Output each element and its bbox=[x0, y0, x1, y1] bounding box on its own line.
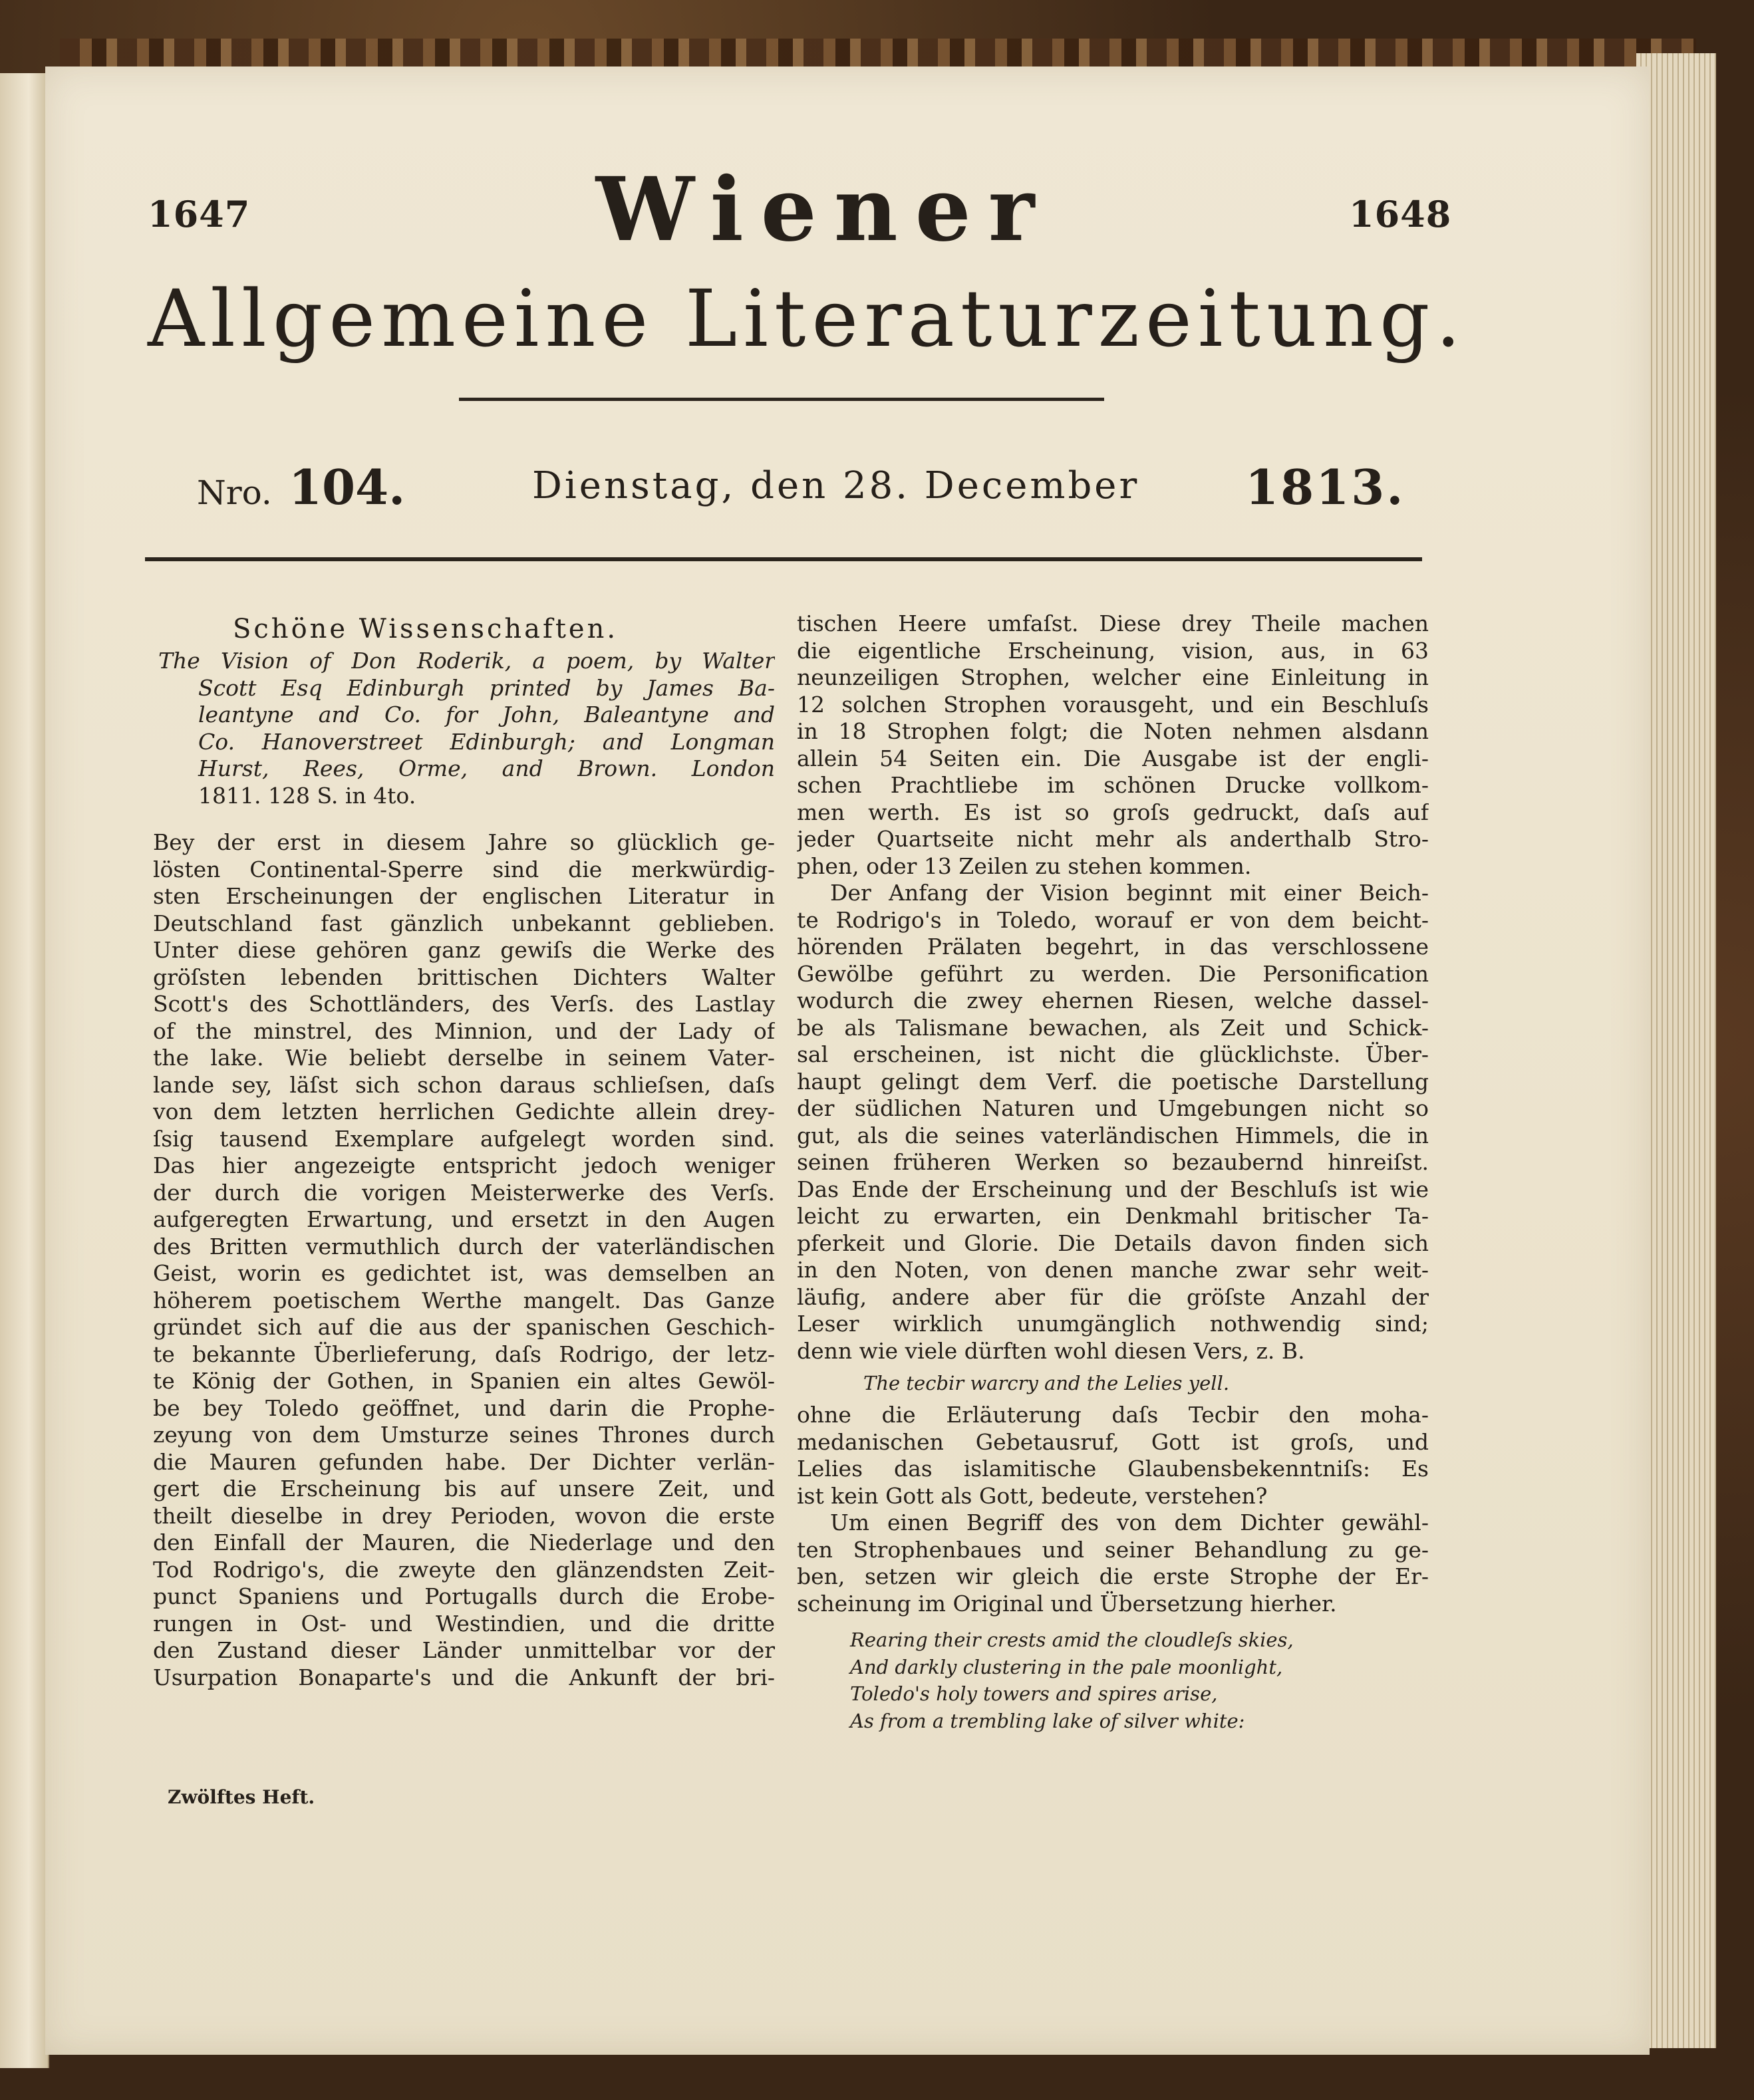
paragraph-2 bbox=[797, 880, 1429, 1365]
body-line: sal erscheinen, ist nicht die glücklichste. Über- bbox=[797, 1041, 1429, 1067]
body-line: 12 solchen Strophen vorausgeht, und ein Beschluſs bbox=[797, 691, 1429, 718]
body-line: Deutschland fast gänzlich unbekannt geblieben. bbox=[153, 910, 775, 936]
body-line: be als Talismane bewachen, als Zeit und Schick- bbox=[797, 1014, 1429, 1041]
body-line: men werth. Es ist so groſs gedruckt, daſs auf bbox=[797, 799, 1429, 825]
citation-line: The Vision of Don Roderik, a poem, by Walter bbox=[158, 648, 775, 674]
paragraph-3 bbox=[797, 1402, 1429, 1509]
issue-line bbox=[0, 459, 1754, 515]
body-line: hörenden Prälaten begehrt, in das verschlossene bbox=[797, 934, 1429, 960]
body-line: gründet sich auf die aus der spanischen Geschich- bbox=[153, 1314, 775, 1340]
body-line: ohne die Erläuterung daſs Tecbir den moha- bbox=[797, 1402, 1429, 1428]
body-line: des Britten vermuthlich durch der vaterländischen bbox=[153, 1233, 775, 1259]
body-line: scheinung im Original und Übersetzung hierher. bbox=[797, 1590, 1337, 1617]
body-line: ist kein Gott als Gott, bedeute, verstehen? bbox=[797, 1482, 1268, 1509]
body-line: in 18 Strophen folgt; die Noten nehmen alsdann bbox=[797, 718, 1429, 744]
body-line: medanischen Gebetausruf, Gott ist groſs, und bbox=[797, 1428, 1429, 1455]
body-line: Unter diese gehören ganz gewiſs die Werke des bbox=[153, 937, 775, 963]
body-line: schen Prachtliebe im schönen Drucke vollkom- bbox=[797, 772, 1429, 798]
issue-prefix: Nro. bbox=[197, 473, 272, 512]
body-line: seinen früheren Werken so bezaubernd hinreiſst. bbox=[797, 1149, 1429, 1175]
body-line: zeyung von dem Umsturze seines Thrones durch bbox=[153, 1422, 775, 1448]
body-line: ten Strophenbaues und seiner Behandlung zu ge- bbox=[797, 1536, 1429, 1563]
issue-number bbox=[197, 459, 405, 515]
verse-line: As from a trembling lake of silver white: bbox=[850, 1709, 1245, 1732]
body-line: Geist, worin es gedichtet ist, was demselben an bbox=[153, 1260, 775, 1286]
body-line: the lake. Wie beliebt derselbe in seinem Vater- bbox=[153, 1045, 775, 1071]
body-line: Leser wirklich unumgänglich nothwendig sind; bbox=[797, 1311, 1429, 1337]
body-line: Tod Rodrigo's, die zweyte den glänzendsten Zeit- bbox=[153, 1556, 775, 1583]
body-line: tischen Heere umfaſst. Diese drey Theile machen bbox=[797, 610, 1429, 636]
issue-year: 1813. bbox=[1245, 459, 1405, 515]
body-line: allein 54 Seiten ein. Die Ausgabe ist der engli- bbox=[797, 745, 1429, 771]
body-line: te König der Gothen, in Spanien ein altes Gewöl- bbox=[153, 1368, 775, 1394]
body-line: Gewölbe geführt zu werden. Die Personification bbox=[797, 960, 1429, 987]
body-line: Das Ende der Erscheinung und der Beschluſs ist wie bbox=[797, 1176, 1429, 1202]
body-line: sten Erscheinungen der englischen Literatur in bbox=[153, 883, 775, 909]
citation-line: leantyne and Co. for John, Baleantyne and bbox=[198, 702, 775, 727]
citation-line: Hurst, Rees, Orme, and Brown. London bbox=[198, 755, 775, 781]
body-line: neunzeiligen Strophen, welcher eine Einleitung in bbox=[797, 664, 1429, 690]
left-column bbox=[153, 610, 775, 1691]
masthead-title-line2: Allgemeine Literaturzeitung. bbox=[148, 273, 1467, 364]
body-line: gröſsten lebenden brittischen Dichters Walter bbox=[153, 964, 775, 990]
body-line: phen, oder 13 Zeilen zu stehen kommen. bbox=[797, 853, 1252, 879]
citation-block bbox=[153, 648, 775, 809]
body-line: den Zustand dieser Länder unmittelbar vor der bbox=[153, 1637, 775, 1663]
verse-line: And darkly clustering in the pale moonlight, bbox=[850, 1655, 1283, 1678]
body-line: punct Spaniens und Portugalls durch die Erobe- bbox=[153, 1583, 775, 1609]
masthead-title-line1: Wiener bbox=[595, 158, 1052, 261]
body-line: Usurpation Bonaparte's und die Ankunft der bri- bbox=[153, 1664, 775, 1690]
body-line: Das hier angezeigte entspricht jedoch weniger bbox=[153, 1152, 775, 1178]
body-line: aufgeregten Erwartung, und ersetzt in den Augen bbox=[153, 1206, 775, 1232]
issue-date: Dienstag, den 28. December bbox=[532, 464, 1140, 507]
body-line: te bekannte Überlieferung, daſs Rodrigo, der letz- bbox=[153, 1341, 775, 1367]
page-number-left: 1647 bbox=[148, 193, 251, 235]
body-line: der durch die vorigen Meisterwerke des Verſs. bbox=[153, 1179, 775, 1206]
signature-mark: Zwölftes Heft. bbox=[168, 1786, 315, 1808]
body-line: in den Noten, von denen manche zwar sehr weit- bbox=[797, 1257, 1429, 1283]
body-line: gut, als die seines vaterländischen Himmels, die in bbox=[797, 1122, 1429, 1148]
body-line: wodurch die zwey ehernen Riesen, welche dassel- bbox=[797, 987, 1429, 1013]
body-line: jeder Quartseite nicht mehr als anderthalb Stro- bbox=[797, 826, 1429, 852]
verse-line: Rearing their crests amid the cloudleſs skies, bbox=[850, 1629, 1294, 1651]
facing-page-edge bbox=[0, 73, 49, 2068]
body-line: Der Anfang der Vision beginnt mit einer Beich- bbox=[830, 880, 1429, 906]
body-line: ſsig tausend Exemplare aufgelegt worden sind. bbox=[153, 1125, 775, 1152]
issue-number-value: 104. bbox=[288, 459, 406, 515]
masthead-rule bbox=[459, 398, 1104, 401]
page-number-right: 1648 bbox=[1349, 193, 1452, 235]
verse-block bbox=[797, 1627, 1429, 1734]
review-body-left bbox=[153, 829, 775, 1691]
body-line: von dem letzten herrlichen Gedichte allein drey- bbox=[153, 1099, 775, 1124]
body-line: lösten Continental-Sperre sind die merkwürdig- bbox=[153, 856, 775, 882]
body-line: haupt gelingt dem Verf. die poetische Darstellung bbox=[797, 1068, 1429, 1095]
body-line: Bey der erst in diesem Jahre so glücklich ge- bbox=[153, 829, 775, 855]
body-line: der südlichen Naturen und Umgebungen nicht so bbox=[797, 1095, 1429, 1121]
body-line: denn wie viele dürften wohl diesen Vers, z. B. bbox=[797, 1337, 1305, 1364]
section-title: Schöne Wissenschaften. bbox=[233, 614, 619, 644]
quoted-verse: The tecbir warcry and the Lelies yell. bbox=[863, 1372, 1230, 1394]
body-line: Um einen Begriff des von dem Dichter gewähl- bbox=[830, 1509, 1429, 1535]
citation-line: 1811. 128 S. in 4to. bbox=[198, 782, 416, 809]
body-line: rungen in Ost- und Westindien, und die dritte bbox=[153, 1610, 775, 1637]
body-line: of the minstrel, des Minnion, und der Lady of bbox=[153, 1017, 775, 1044]
body-line: be bey Toledo geöffnet, und darin die Prophe- bbox=[153, 1394, 775, 1421]
right-column bbox=[797, 610, 1429, 1734]
header-rule bbox=[145, 557, 1422, 561]
citation-line: Scott Esq Edinburgh printed by James Ba- bbox=[198, 674, 775, 701]
body-line: Scott's des Schottländers, des Verſs. des Lastlay bbox=[153, 991, 775, 1017]
body-line: gert die Erscheinung bis auf unsere Zeit, und bbox=[153, 1476, 775, 1502]
body-line: leicht zu erwarten, ein Denkmahl britischer Ta- bbox=[797, 1203, 1429, 1229]
paragraph-4 bbox=[797, 1509, 1429, 1617]
body-line: die eigentliche Erscheinung, vision, aus, in 63 bbox=[797, 637, 1429, 664]
body-line: die Mauren gefunden habe. Der Dichter verlän- bbox=[153, 1448, 775, 1475]
verse-line: Toledo's holy towers and spires arise, bbox=[850, 1682, 1218, 1705]
body-line: den Einfall der Mauren, die Niederlage und den bbox=[153, 1529, 775, 1555]
paragraph-1 bbox=[797, 610, 1429, 880]
body-line: Lelies das islamitische Glaubensbekenntniſs: Es bbox=[797, 1456, 1429, 1482]
body-line: pferkeit und Glorie. Die Details davon finden sich bbox=[797, 1230, 1429, 1256]
body-line: läufig, andere aber für die gröſste Anzahl der bbox=[797, 1283, 1429, 1310]
body-line: te Rodrigo's in Toledo, worauf er von dem beicht- bbox=[797, 906, 1429, 933]
body-line: lande sey, läſst sich schon daraus schlieſsen, daſs bbox=[153, 1071, 775, 1098]
citation-line: Co. Hanoverstreet Edinburgh; and Longman bbox=[198, 728, 775, 755]
body-line: ben, setzen wir gleich die erste Strophe der Er- bbox=[797, 1563, 1429, 1589]
body-line: theilt dieselbe in drey Perioden, wovon die erste bbox=[153, 1502, 775, 1529]
body-line: höherem poetischem Werthe mangelt. Das Ganze bbox=[153, 1287, 775, 1313]
